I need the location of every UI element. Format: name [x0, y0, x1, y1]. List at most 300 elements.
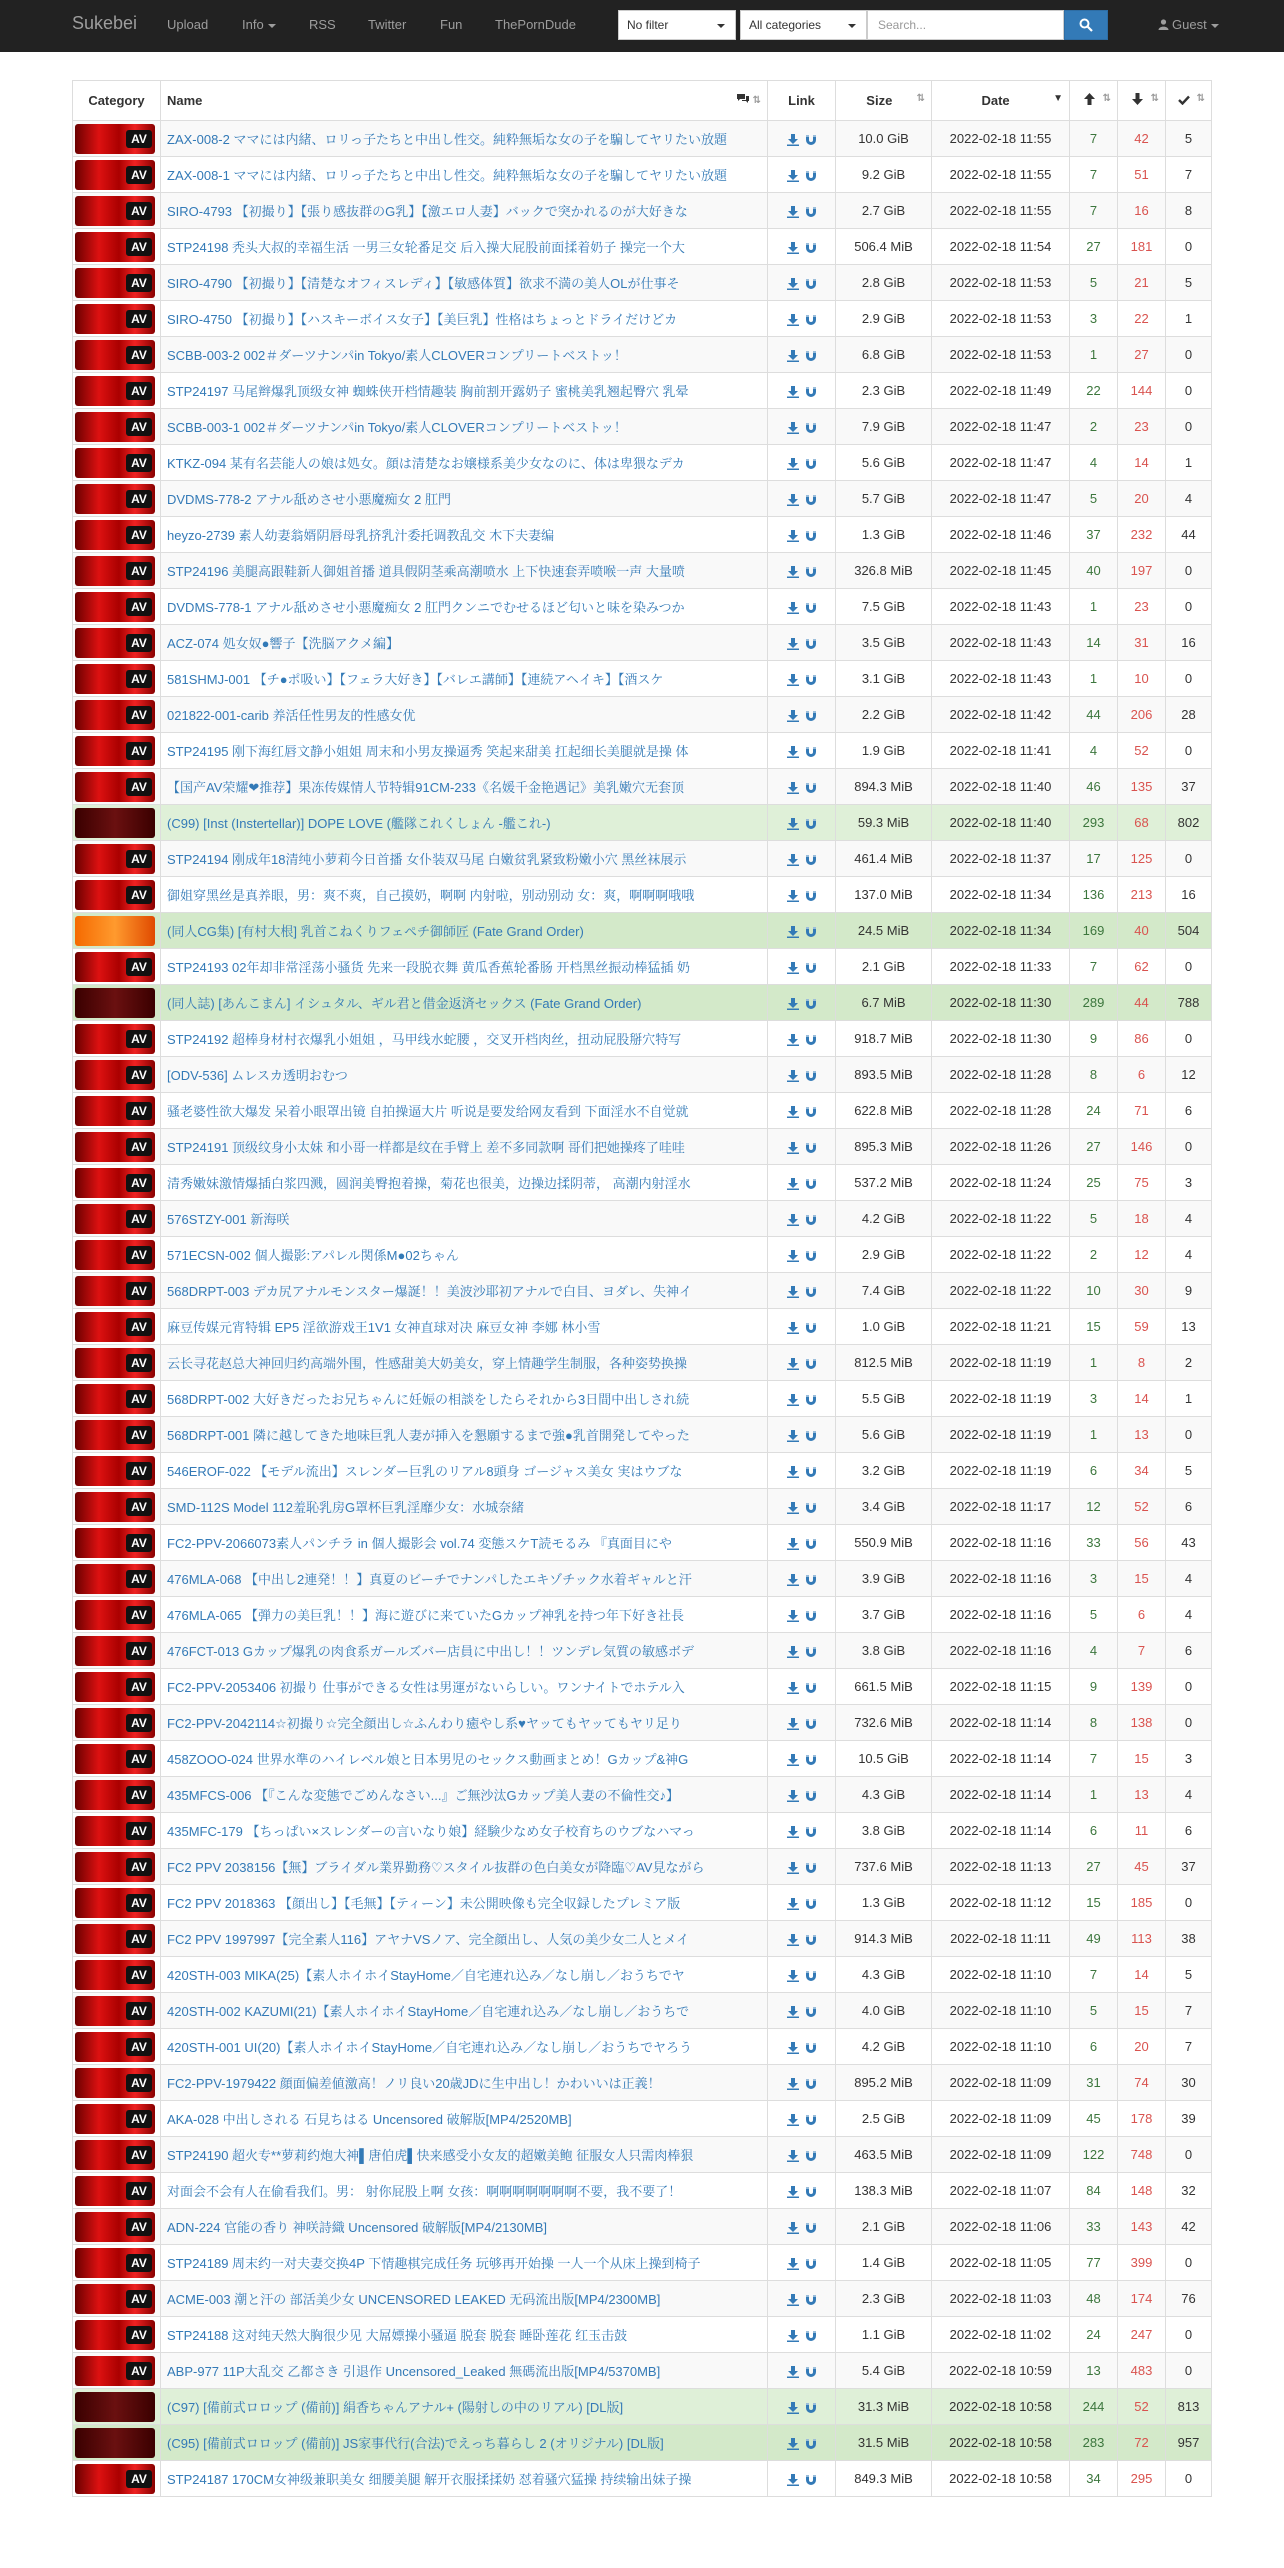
magnet-icon[interactable]	[805, 170, 817, 182]
magnet-icon[interactable]	[805, 1610, 817, 1622]
category-icon-doujinshi[interactable]	[75, 2392, 155, 2422]
torrent-title-link[interactable]: 435MFCS-006 【『こんな変態でごめんなさい...』ご無沙汰Gカップ美人妻の不倫性交♪】	[167, 1788, 679, 1803]
category-icon-av[interactable]	[75, 1816, 155, 1846]
search-button[interactable]	[1064, 10, 1108, 40]
download-icon[interactable]	[787, 782, 799, 794]
category-icon-av[interactable]	[75, 1456, 155, 1486]
category-icon-av[interactable]	[75, 1744, 155, 1774]
magnet-icon[interactable]	[805, 206, 817, 218]
torrent-title-link[interactable]: 御姐穿黑丝是真养眼，男：爽不爽，自己摸奶，啊啊 内射啦，别动别动 女：爽，啊啊啊哦哦	[167, 888, 695, 903]
magnet-icon[interactable]	[805, 1682, 817, 1694]
download-icon[interactable]	[787, 1574, 799, 1586]
download-icon[interactable]	[787, 458, 799, 470]
category-icon-av[interactable]	[75, 1060, 155, 1090]
download-icon[interactable]	[787, 1538, 799, 1550]
torrent-title-link[interactable]: FC2 PPV 2018363 【顔出し】【毛無】【ティーン】未公開映像も完全収録したプレミア版	[167, 1896, 681, 1911]
magnet-icon[interactable]	[805, 710, 817, 722]
torrent-title-link[interactable]: 476FCT-013 Gカップ爆乳の肉食系ガールズバー店員に中出し！！ツンデレ気質の敏感ボデ	[167, 1644, 694, 1659]
category-icon-av[interactable]	[75, 160, 155, 190]
magnet-icon[interactable]	[805, 1286, 817, 1298]
category-icon-av[interactable]	[75, 2464, 155, 2494]
torrent-title-link[interactable]: FC2 PPV 2038156【無】ブライダル業界勤務♡スタイル抜群の色白美女が降臨♡AV見ながら	[167, 1860, 705, 1875]
magnet-icon[interactable]	[805, 566, 817, 578]
magnet-icon[interactable]	[805, 2150, 817, 2162]
category-icon-av[interactable]	[75, 1132, 155, 1162]
torrent-title-link[interactable]: 435MFC-179 【ちっぱい×スレンダーの言いなり娘】経験少なめ女子校育ちのウブなハマっ	[167, 1824, 695, 1839]
download-icon[interactable]	[787, 674, 799, 686]
download-icon[interactable]	[787, 422, 799, 434]
header-name[interactable]	[161, 81, 768, 121]
download-icon[interactable]	[787, 1214, 799, 1226]
nav-upload[interactable]: Upload	[167, 17, 209, 32]
torrent-title-link[interactable]: 568DRPT-001 隣に越してきた地味巨乳人妻が挿入を懇願するまで強●乳首開発してやった	[167, 1428, 690, 1443]
magnet-icon[interactable]	[805, 962, 817, 974]
download-icon[interactable]	[787, 1034, 799, 1046]
torrent-title-link[interactable]: SCBB-003-1 002＃ダーツナンパin Tokyo/素人CLOVERコンプリートベストッ！	[167, 420, 627, 435]
magnet-icon[interactable]	[805, 530, 817, 542]
torrent-title-link[interactable]: 571ECSN-002 個人撮影:アパレル関係M●02ちゃん	[167, 1248, 459, 1263]
completed-cell: 6	[1166, 1489, 1212, 1525]
magnet-icon[interactable]	[805, 2078, 817, 2090]
torrent-title-link[interactable]: heyzo-2739 素人幼妻翁婿阴唇母乳挤乳汁委托调教乱交 木下夫妻编	[167, 528, 555, 543]
download-icon[interactable]	[787, 2294, 799, 2306]
magnet-icon[interactable]	[805, 2114, 817, 2126]
torrent-title-link[interactable]: 清秀嫩妹激情爆插白浆四溅，圆润美臀抱着操，菊花也很美，边操边揉阴蒂， 高潮内射淫水	[167, 1176, 691, 1191]
category-icon-av[interactable]	[75, 1708, 155, 1738]
magnet-icon[interactable]	[805, 1538, 817, 1550]
download-icon[interactable]	[787, 2402, 799, 2414]
torrent-title-link[interactable]: FC2-PPV-2066073素人パンチラ in 個人撮影会 vol.74 変態スケT読モるみ 『真面目にや	[167, 1536, 672, 1551]
magnet-icon[interactable]	[805, 2042, 817, 2054]
download-icon[interactable]	[787, 2366, 799, 2378]
torrent-title-link[interactable]: STP24187 170CM女神级兼职美女 细腰美腿 解开衣服揉揉奶 怼着骚穴猛操 持续输出妹子操	[167, 2472, 692, 2487]
magnet-icon[interactable]	[805, 2222, 817, 2234]
magnet-icon[interactable]	[805, 2402, 817, 2414]
category-icon-av[interactable]	[75, 1600, 155, 1630]
category-icon-av[interactable]	[75, 844, 155, 874]
nav-theporndude[interactable]: ThePornDude	[495, 17, 576, 32]
category-icon-av[interactable]	[75, 1420, 155, 1450]
completed-cell: 802	[1166, 805, 1212, 841]
download-icon[interactable]	[787, 1826, 799, 1838]
category-icon-av[interactable]	[75, 340, 155, 370]
magnet-icon[interactable]	[805, 2366, 817, 2378]
size-cell: 3.9 GiB	[836, 1561, 932, 1597]
category-icon-av[interactable]	[75, 232, 155, 262]
category-icon-av[interactable]	[75, 2176, 155, 2206]
category-icon-av[interactable]	[75, 412, 155, 442]
download-icon[interactable]	[787, 2006, 799, 2018]
filter-select[interactable]	[618, 10, 736, 40]
category-icon-av[interactable]	[75, 1960, 155, 1990]
download-icon[interactable]	[787, 350, 799, 362]
magnet-icon[interactable]	[805, 2186, 817, 2198]
magnet-icon[interactable]	[805, 494, 817, 506]
download-icon[interactable]	[787, 818, 799, 830]
magnet-icon[interactable]	[805, 926, 817, 938]
magnet-icon[interactable]	[805, 1718, 817, 1730]
header-category[interactable]: Category	[73, 81, 161, 121]
magnet-icon[interactable]	[805, 1970, 817, 1982]
magnet-icon[interactable]	[805, 242, 817, 254]
torrent-title-link[interactable]: 576STZY-001 新海咲	[167, 1212, 290, 1227]
magnet-icon[interactable]	[805, 1358, 817, 1370]
download-icon[interactable]	[787, 2150, 799, 2162]
torrent-title-link[interactable]: [ODV-536] ムレスカ透明おむつ	[167, 1068, 348, 1083]
magnet-icon[interactable]	[805, 1178, 817, 1190]
category-icon-av[interactable]	[75, 196, 155, 226]
category-icon-av[interactable]	[75, 1312, 155, 1342]
download-icon[interactable]	[787, 278, 799, 290]
magnet-icon[interactable]	[805, 2258, 817, 2270]
header-size[interactable]	[836, 81, 932, 121]
date-cell: 2022-02-18 11:30	[932, 1021, 1070, 1057]
category-icon-av[interactable]	[75, 700, 155, 730]
torrent-title-link[interactable]: ZAX-008-1 ママには内緒、ロリっ子たちと中出し性交。純粋無垢な女の子を騙してヤリたい放題	[167, 168, 727, 183]
magnet-icon[interactable]	[805, 350, 817, 362]
torrent-title-link[interactable]: (同人誌) [あんこまん] イシュタル、ギル君と借金返済セックス (Fate Grand Order)	[167, 996, 642, 1011]
magnet-icon[interactable]	[805, 1142, 817, 1154]
category-icon-av[interactable]	[75, 664, 155, 694]
download-icon[interactable]	[787, 1682, 799, 1694]
download-icon[interactable]	[787, 1502, 799, 1514]
table-row	[73, 373, 1212, 409]
download-icon[interactable]	[787, 1862, 799, 1874]
category-icon-av[interactable]	[75, 1276, 155, 1306]
category-icon-av[interactable]	[75, 1492, 155, 1522]
category-icon-av[interactable]	[75, 1636, 155, 1666]
download-icon[interactable]	[787, 854, 799, 866]
category-icon-av[interactable]	[75, 1924, 155, 1954]
magnet-icon[interactable]	[805, 134, 817, 146]
header-date[interactable]	[932, 81, 1070, 121]
date-cell: 2022-02-18 11:24	[932, 1165, 1070, 1201]
download-icon[interactable]	[787, 2330, 799, 2342]
torrent-title-link[interactable]: 476MLA-065 【弾力の美巨乳！！】海に遊びに来ていたGカップ神乳を持つ年下好き社長	[167, 1608, 685, 1623]
download-icon[interactable]	[787, 1286, 799, 1298]
magnet-icon[interactable]	[805, 1070, 817, 1082]
download-icon[interactable]	[787, 1466, 799, 1478]
torrent-title-link[interactable]: FC2-PPV-1979422 顔面偏差値激高！ノリ良い20歳JDに生中出し！かわいいは正義！	[167, 2076, 661, 2091]
leechers-cell: 7	[1118, 1633, 1166, 1669]
torrent-title-link[interactable]: 546EROF-022 【モデル流出】スレンダー巨乳のリアル8頭身 ゴージャス美女 実はウブな	[167, 1464, 683, 1479]
magnet-icon[interactable]	[805, 2294, 817, 2306]
category-icon-av[interactable]	[75, 556, 155, 586]
download-icon[interactable]	[787, 1646, 799, 1658]
category-icon-av[interactable]	[75, 1024, 155, 1054]
download-icon[interactable]	[787, 566, 799, 578]
torrent-title-link[interactable]: (同人CG集) [有村大根] 乳首こねくりフェペチ御師匠 (Fate Grand Order)	[167, 924, 584, 939]
torrent-title-link[interactable]: 568DRPT-002 大好きだったお兄ちゃんに妊娠の相談をしたらそれから3日間中出しされ続	[167, 1392, 690, 1407]
category-icon-av[interactable]	[75, 2356, 155, 2386]
category-icon-av[interactable]	[75, 2104, 155, 2134]
torrent-title-link[interactable]: SCBB-003-2 002＃ダーツナンパin Tokyo/素人CLOVERコンプリートベストッ！	[167, 348, 627, 363]
magnet-icon[interactable]	[805, 1898, 817, 1910]
table-row	[73, 1093, 1212, 1129]
magnet-icon[interactable]	[805, 422, 817, 434]
magnet-icon[interactable]	[805, 2474, 817, 2486]
torrent-title-link[interactable]: 476MLA-068 【中出し2連発！！】真夏のビーチでナンパしたエキゾチック水着ギャルと汗	[167, 1572, 692, 1587]
category-icon-doujinshi[interactable]	[75, 808, 155, 838]
category-icon-av[interactable]	[75, 1996, 155, 2026]
download-icon[interactable]	[787, 1934, 799, 1946]
category-icon-av[interactable]	[75, 2284, 155, 2314]
download-icon[interactable]	[787, 530, 799, 542]
category-icon-av[interactable]	[75, 880, 155, 910]
torrent-title-link[interactable]: 420STH-002 KAZUMI(21)【素人ホイホイStayHome／自宅連れ込み／なし崩し／おうちで	[167, 2004, 690, 2019]
header-leechers[interactable]	[1118, 81, 1166, 121]
header-completed[interactable]	[1166, 81, 1212, 121]
date-cell: 2022-02-18 11:40	[932, 805, 1070, 841]
download-icon[interactable]	[787, 494, 799, 506]
download-icon[interactable]	[787, 890, 799, 902]
magnet-icon[interactable]	[805, 1466, 817, 1478]
magnet-icon[interactable]	[805, 2330, 817, 2342]
category-icon-pictures[interactable]	[75, 916, 155, 946]
torrent-title-link[interactable]: 420STH-001 UI(20)【素人ホイホイStayHome／自宅連れ込み／なし崩し／おうちでヤろう	[167, 2040, 692, 2055]
download-icon[interactable]	[787, 1718, 799, 1730]
name-cell	[161, 553, 768, 589]
completed-cell: 8	[1166, 193, 1212, 229]
nav-twitter[interactable]: Twitter	[368, 17, 407, 32]
category-icon-av[interactable]	[75, 1528, 155, 1558]
category-icon-av[interactable]	[75, 1888, 155, 1918]
category-cell	[73, 1057, 161, 1093]
download-icon[interactable]	[787, 2186, 799, 2198]
torrent-title-link[interactable]: 568DRPT-003 デカ尻アナルモンスター爆誕！！美波沙耶初アナルで白目、ヨダレ、失神イ	[167, 1284, 693, 1299]
torrent-title-link[interactable]: AKA-028 中出しされる 石見ちはる Uncensored 破解版[MP4/2520MB]	[167, 2112, 572, 2127]
magnet-icon[interactable]	[805, 1502, 817, 1514]
magnet-icon[interactable]	[805, 314, 817, 326]
download-icon[interactable]	[787, 242, 799, 254]
download-icon[interactable]	[787, 1754, 799, 1766]
category-select[interactable]	[740, 10, 867, 40]
torrent-title-link[interactable]: FC2 PPV 1997997【完全素人116】アヤナVSノア、完全顔出し、人気の美少女二人とメイ	[167, 1932, 690, 1947]
torrent-title-link[interactable]: DVDMS-778-1 アナル舐めさせ小悪魔痴女 2 肛門クンニでむせるほど匂いと味を染みつか	[167, 600, 685, 615]
magnet-icon[interactable]	[805, 818, 817, 830]
torrent-title-link[interactable]: ADN-224 官能の香り 神咲詩織 Uncensored 破解版[MP4/2130MB]	[167, 2220, 547, 2235]
download-icon[interactable]	[787, 314, 799, 326]
magnet-icon[interactable]	[805, 1394, 817, 1406]
torrent-title-link[interactable]: STP24189 周末约一对夫妻交换4P 下情趣棋完成任务 玩够再开始操 一人一个从床上操到椅子	[167, 2256, 701, 2271]
completed-cell: 0	[1166, 337, 1212, 373]
magnet-icon[interactable]	[805, 890, 817, 902]
download-icon[interactable]	[787, 962, 799, 974]
category-icon-av[interactable]	[75, 448, 155, 478]
category-icon-av[interactable]	[75, 2032, 155, 2062]
torrent-title-link[interactable]: SMD-112S Model 112羞恥乳房G罩杯巨乳淫靡少女：水城奈緒	[167, 1500, 525, 1515]
torrent-title-link[interactable]: STP24197 马尾辫爆乳顶级女神 蜘蛛侠开档情趣装 胸前割开露奶子 蜜桃美乳翘起臀穴 乳晕	[167, 384, 689, 399]
torrent-title-link[interactable]: 麻豆传媒元宵特辑 EP5 淫欲游戏王1V1 女神直球对决 麻豆女神 李娜 林小雪	[167, 1320, 601, 1335]
torrent-title-link[interactable]: STP24196 美腿高跟鞋新人御姐首播 道具假阴茎乘高潮喷水 上下快速套弄喷喉一声 大量喷	[167, 564, 685, 579]
download-icon[interactable]	[787, 1250, 799, 1262]
category-icon-av[interactable]	[75, 1384, 155, 1414]
user-menu[interactable]	[1158, 17, 1219, 32]
download-icon[interactable]	[787, 1070, 799, 1082]
download-icon[interactable]	[787, 638, 799, 650]
category-icon-av[interactable]	[75, 1204, 155, 1234]
torrent-title-link[interactable]: (C97) [備前式ロロップ (備前)] 絹香ちゃんアナル+ (陽射しの中のリアル) [DL版]	[167, 2400, 624, 2415]
download-icon[interactable]	[787, 386, 799, 398]
category-icon-doujinshi[interactable]	[75, 2428, 155, 2458]
download-icon[interactable]	[787, 170, 799, 182]
category-icon-av[interactable]	[75, 2068, 155, 2098]
torrent-title-link[interactable]: STP24190 超火专**萝莉约炮大神▌唐伯虎▌快来感受小女友的超嫩美鲍 征服女人只需肉棒狠	[167, 2148, 694, 2163]
magnet-icon[interactable]	[805, 998, 817, 1010]
download-icon[interactable]	[787, 2078, 799, 2090]
nav-info[interactable]	[242, 17, 276, 32]
torrent-title-link[interactable]: 458ZOOO-024 世界水準のハイレベル娘と日本男児のセックス動画まとめ！Gカップ&神G	[167, 1752, 689, 1767]
category-icon-av[interactable]	[75, 736, 155, 766]
download-icon[interactable]	[787, 1322, 799, 1334]
magnet-icon[interactable]	[805, 1034, 817, 1046]
category-icon-av[interactable]	[75, 2320, 155, 2350]
category-icon-doujinshi[interactable]	[75, 988, 155, 1018]
category-icon-av[interactable]	[75, 2248, 155, 2278]
download-icon[interactable]	[787, 1790, 799, 1802]
category-icon-av[interactable]	[75, 520, 155, 550]
magnet-icon[interactable]	[805, 746, 817, 758]
category-icon-av[interactable]	[75, 1564, 155, 1594]
magnet-icon[interactable]	[805, 1322, 817, 1334]
torrent-title-link[interactable]: 骚老婆性欲大爆发 呆着小眼罩出镜 自拍操逼大片 听说是要发给网友看到 下面淫水不自觉就	[167, 1104, 689, 1119]
download-icon[interactable]	[787, 998, 799, 1010]
torrent-title-link[interactable]: STP24198 秃头大叔的幸福生活 一男三女轮番足交 后入操大屁股前面揉着奶子 操完一个大	[167, 240, 685, 255]
torrent-title-link[interactable]: (C99) [Inst (Instertellar)] DOPE LOVE (艦隊これくしょん -艦これ-)	[167, 816, 551, 831]
download-icon[interactable]	[787, 1178, 799, 1190]
torrent-title-link[interactable]: 021822-001-carib 养活任性男友的性感女优	[167, 708, 416, 723]
brand-link[interactable]: Sukebei	[72, 13, 138, 33]
torrent-title-link[interactable]: STP24193 02年却非常淫荡小骚货 先来一段脱衣舞 黄瓜香蕉轮番肠 开档黑丝振动棒猛插 奶	[167, 960, 690, 975]
nav-fun[interactable]: Fun	[440, 17, 463, 32]
download-icon[interactable]	[787, 2438, 799, 2450]
magnet-icon[interactable]	[805, 2006, 817, 2018]
magnet-icon[interactable]	[805, 854, 817, 866]
seeders-cell: 1	[1070, 661, 1118, 697]
torrent-title-link[interactable]: STP24194 刚成年18清纯小萝莉今日首播 女仆装双马尾 白嫩贫乳紧致粉嫩小穴 黑丝袜展示	[167, 852, 687, 867]
magnet-icon[interactable]	[805, 386, 817, 398]
magnet-icon[interactable]	[805, 1214, 817, 1226]
torrent-title-link[interactable]: STP24195 刚下海红唇文静小姐姐 周末和小男友操逼秀 笑起来甜美 扛起细长美腿就是操 体	[167, 744, 689, 759]
magnet-icon[interactable]	[805, 458, 817, 470]
category-icon-av[interactable]	[75, 376, 155, 406]
torrent-title-link[interactable]: KTKZ-094 某有名芸能人の娘は処女。顔は清楚なお嬢様系美少女なのに、体は卑猥なデカ	[167, 456, 685, 471]
magnet-icon[interactable]	[805, 1574, 817, 1586]
torrent-title-link[interactable]: SIRO-4793 【初撮り】【張り感抜群のG乳】【激エロ人妻】バックで突かれるのが大好きな	[167, 204, 688, 219]
download-icon[interactable]	[787, 134, 799, 146]
torrent-title-link[interactable]: SIRO-4790 【初撮り】【清楚なオフィスレディ】【敏感体質】欲求不満の美人OLが仕事そ	[167, 276, 680, 291]
download-icon[interactable]	[787, 2222, 799, 2234]
category-icon-av[interactable]	[75, 2140, 155, 2170]
category-icon-av[interactable]	[75, 592, 155, 622]
category-icon-av[interactable]	[75, 1348, 155, 1378]
download-icon[interactable]	[787, 2258, 799, 2270]
download-icon[interactable]	[787, 1394, 799, 1406]
torrent-title-link[interactable]: DVDMS-778-2 アナル舐めさせ小悪魔痴女 2 肛門	[167, 492, 451, 507]
download-icon[interactable]	[787, 1358, 799, 1370]
search-input[interactable]: Search...	[867, 10, 1064, 40]
category-icon-av[interactable]	[75, 952, 155, 982]
torrent-title-link[interactable]: ACME-003 潮と汗の 部活美少女 UNCENSORED LEAKED 无码流出版[MP4/2300MB]	[167, 2292, 661, 2307]
download-icon[interactable]	[787, 2474, 799, 2486]
category-icon-av[interactable]	[75, 1096, 155, 1126]
header-seeders[interactable]	[1070, 81, 1118, 121]
magnet-icon[interactable]	[805, 602, 817, 614]
magnet-icon[interactable]	[805, 2438, 817, 2450]
torrent-title-link[interactable]: STP24192 超棒身材村衣爆乳小姐姐 ，马甲线水蛇腰 ，交叉开档肉丝，扭动屁股掰穴特写	[167, 1032, 682, 1047]
category-icon-av[interactable]	[75, 772, 155, 802]
magnet-icon[interactable]	[805, 278, 817, 290]
category-icon-av[interactable]	[75, 1240, 155, 1270]
torrent-title-link[interactable]: ACZ-074 処女奴●響子【洗脳アクメ編】	[167, 636, 399, 651]
download-icon[interactable]	[787, 710, 799, 722]
download-icon[interactable]	[787, 1610, 799, 1622]
magnet-icon[interactable]	[805, 1790, 817, 1802]
torrent-title-link[interactable]: (C95) [備前式ロロップ (備前)] JS家事代行(合法)でえっち暮らし 2 (オリジナル) [DL版]	[167, 2436, 664, 2451]
category-icon-av[interactable]	[75, 484, 155, 514]
magnet-icon[interactable]	[805, 1646, 817, 1658]
magnet-icon[interactable]	[805, 1826, 817, 1838]
download-icon[interactable]	[787, 206, 799, 218]
magnet-icon[interactable]	[805, 782, 817, 794]
magnet-icon[interactable]	[805, 1862, 817, 1874]
download-icon[interactable]	[787, 602, 799, 614]
torrent-title-link[interactable]: STP24188 这对纯天然大胸很少见 大屌嫖操小骚逼 脱套 脱套 睡卧莲花 红玉击鼓	[167, 2328, 628, 2343]
download-icon[interactable]	[787, 2114, 799, 2126]
magnet-icon[interactable]	[805, 638, 817, 650]
torrent-title-link[interactable]: 420STH-003 MIKA(25)【素人ホイホイStayHome／自宅連れ込み／なし崩し／おうちでヤ	[167, 1968, 685, 1983]
category-cell	[73, 1597, 161, 1633]
download-icon[interactable]	[787, 1106, 799, 1118]
magnet-icon[interactable]	[805, 1106, 817, 1118]
torrent-title-link[interactable]: FC2-PPV-2042114☆初撮り☆完全顔出し☆ふんわり癒やし系♥ヤッてもヤッてもヤリ足り	[167, 1716, 682, 1731]
category-icon-av[interactable]	[75, 1852, 155, 1882]
magnet-icon[interactable]	[805, 1934, 817, 1946]
torrent-title-link[interactable]: ABP-977 11P大乱交 乙都さき 引退作 Uncensored_Leaked 無碼流出版[MP4/5370MB]	[167, 2364, 661, 2379]
torrent-title-link[interactable]: ZAX-008-2 ママには内緒、ロリっ子たちと中出し性交。純粋無垢な女の子を騙してヤリたい放題	[167, 132, 727, 147]
magnet-icon[interactable]	[805, 1754, 817, 1766]
category-icon-av[interactable]	[75, 304, 155, 334]
torrent-title-link[interactable]: STP24191 顶级纹身小太妹 和小哥一样都是纹在手臂上 差不多同款啊 哥们把她操疼了哇哇	[167, 1140, 685, 1155]
magnet-icon[interactable]	[805, 674, 817, 686]
torrent-title-link[interactable]: 【国产AV荣耀❤推荐】果冻传媒情人节特辑91CM-233《名媛千金艳遇记》美乳嫩穴无套顶	[167, 780, 684, 795]
download-icon[interactable]	[787, 1142, 799, 1154]
category-icon-av[interactable]	[75, 1780, 155, 1810]
torrent-title-link[interactable]: FC2-PPV-2053406 初撮り 仕事ができる女性は男運がないらしい。ワンナイトでホテル入	[167, 1680, 685, 1695]
magnet-icon[interactable]	[805, 1250, 817, 1262]
torrent-title-link[interactable]: 对面会不会有人在偷看我们。男： 射你屁股上啊 女孩：啊啊啊啊啊啊啊不要，我不要了！	[167, 2184, 682, 2199]
category-icon-av[interactable]	[75, 124, 155, 154]
download-icon[interactable]	[787, 746, 799, 758]
torrent-title-link[interactable]: 581SHMJ-001 【チ●ポ吸い】【フェラ大好き】【バレエ講師】【連続アヘイキ】【酒スケ	[167, 672, 664, 687]
download-icon[interactable]	[787, 1430, 799, 1442]
name-cell	[161, 373, 768, 409]
download-icon[interactable]	[787, 926, 799, 938]
download-icon[interactable]	[787, 1970, 799, 1982]
table-row	[73, 1597, 1212, 1633]
download-icon[interactable]	[787, 2042, 799, 2054]
category-icon-av[interactable]	[75, 268, 155, 298]
magnet-icon[interactable]	[805, 1430, 817, 1442]
category-icon-av[interactable]	[75, 1168, 155, 1198]
nav-rss[interactable]: RSS	[309, 17, 336, 32]
download-icon[interactable]	[787, 1898, 799, 1910]
category-icon-av[interactable]	[75, 628, 155, 658]
category-icon-av[interactable]	[75, 2212, 155, 2242]
category-icon-av[interactable]	[75, 1672, 155, 1702]
torrent-title-link[interactable]: 云长寻花赵总大神回归约高端外围，性感甜美大奶美女，穿上情趣学生制服，各种姿势换操	[167, 1356, 688, 1371]
torrent-title-link[interactable]: SIRO-4750 【初撮り】【ハスキーボイス女子】【美巨乳】性格はちょっとドライだけどカ	[167, 312, 678, 327]
